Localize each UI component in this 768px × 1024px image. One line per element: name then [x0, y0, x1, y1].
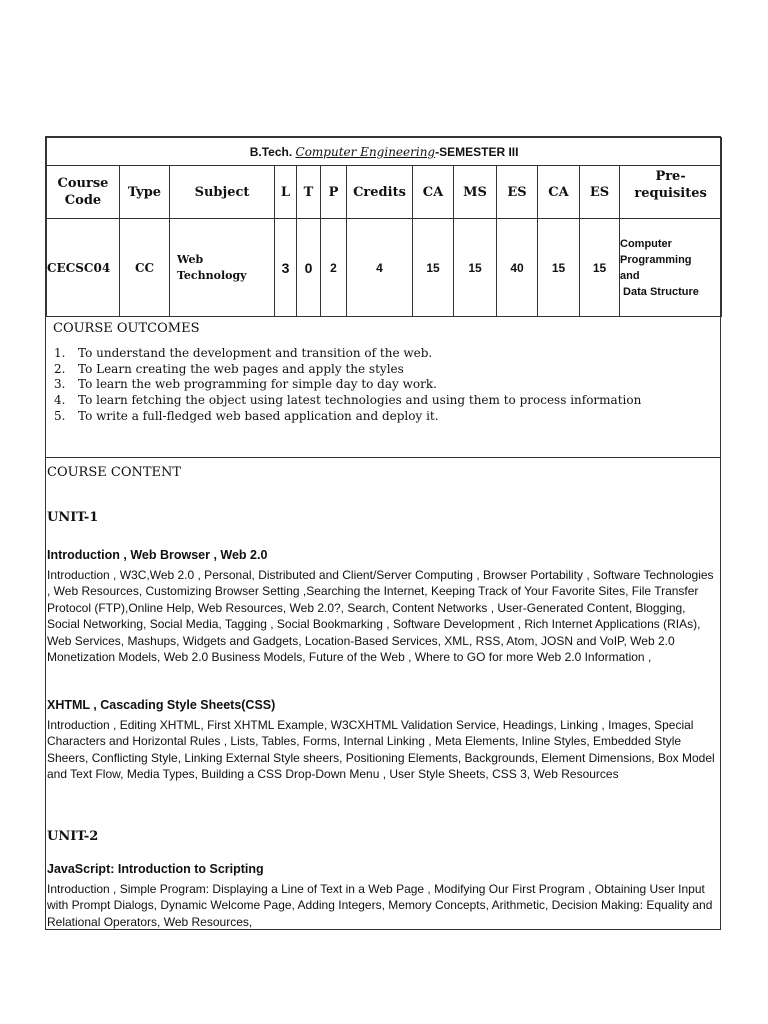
program-title: [47, 138, 722, 166]
table-title-row: [47, 138, 722, 166]
degree-label: B.Tech.: [249, 144, 293, 159]
topic-xhtml-body: Introduction , Editing XHTML, First XHTML Example, W3CXHTML Validation Service, Headings, Linking , Images, Special Characters and Horizontal Rules , Lists, Tables, Forms, Internal Linking , Meta Elements, Inline Styles, Embedded Style Sheers, Conflicting Style, Linking External Style sheers, Positioning Elements, Backgrounds, Element Dimensions, Box Model and Text Flow, Media Types, Building a CSS Drop-Down Menu , User Style Sheets, CSS 3, Web Resources: [47, 718, 715, 782]
col-es-2: ES: [580, 166, 620, 219]
topic-web-heading: Introduction , Web Browser , Web 2.0: [47, 548, 268, 562]
col-type: Type: [120, 166, 170, 219]
col-ca-2: CA: [538, 166, 580, 219]
cell-ca-2: 15: [538, 219, 580, 317]
col-subject: Subject: [170, 166, 275, 219]
col-course-code: Course Code: [47, 166, 120, 219]
unit-2-heading: UNIT-2: [47, 829, 99, 844]
cell-ms: 15: [454, 219, 497, 317]
topic-xhtml-heading: XHTML , Cascading Style Sheets(CSS): [47, 698, 276, 712]
cell-prerequisites: Computer Programming and Data Structure: [620, 219, 722, 317]
col-es-1: ES: [497, 166, 538, 219]
topic-web-body: Introduction , W3C,Web 2.0 , Personal, Distributed and Client/Server Computing , Browser Portability , Software Technologies , Web Resources, Customizing Browser Setting ,Searching the Internet, Keeping Track of Your Favorite Sites, File Transfer Protocol (FTP),Online Help, Web Resources, Web 2.0?, Search, Content Networks , User-Generated Content, Blogging, Social Networking, Social Media, Tagging , Social Bookmarking , Software Development , Rich Internet Applications (RIAs), Web Services, Mashups, Widgets and Gadgets, Location-Based Services, XML, RSS, Atom, JOSN and VoIP, Web 2.0 Monetization Models, Web 2.0 Business Models, Future of the Web , Where to GO for more Web 2.0 Information ,: [47, 568, 714, 665]
col-t: T: [297, 166, 321, 219]
cell-subject: Web Technology: [170, 219, 275, 317]
unit-1-heading: UNIT-1: [47, 510, 99, 525]
col-ca-1: CA: [413, 166, 454, 219]
syllabus-frame: [45, 136, 721, 930]
cell-l: 3: [275, 219, 297, 317]
col-prerequisites: Pre- requisites: [620, 166, 722, 219]
cell-es-2: 15: [580, 219, 620, 317]
topic-javascript-heading: JavaScript: Introduction to Scripting: [47, 862, 264, 876]
cell-ca-1: 15: [413, 219, 454, 317]
cell-es-1: 40: [497, 219, 538, 317]
list-item: 3. To learn the web programming for simple day to day work.: [54, 377, 437, 392]
list-item: 1. To understand the development and transition of the web.: [54, 346, 433, 360]
col-credits: Credits: [347, 166, 413, 219]
cell-t: 0: [297, 219, 321, 317]
list-item: 4. To learn fetching the object using latest technologies and using them to process information: [54, 393, 642, 408]
cell-type: CC: [120, 219, 170, 317]
table-header-row: [47, 166, 722, 219]
course-outcomes-title: COURSE OUTCOMES: [53, 321, 200, 336]
cell-course-code: CECSC04: [47, 219, 120, 317]
topic-javascript-body: Introduction , Simple Program: Displaying a Line of Text in a Web Page , Modifying Our First Program , Obtaining User Input with Prompt Dialogs, Dynamic Welcome Page, Adding Integers, Memory Concepts, Arithmetic, Decision Making: Equality and Relational Operators, Web Resources,: [47, 882, 713, 929]
col-ms: MS: [454, 166, 497, 219]
semester-label: -SEMESTER III: [435, 144, 519, 159]
course-outcomes-list: [54, 346, 694, 425]
cell-credits: 4: [347, 219, 413, 317]
table-row: [47, 219, 722, 317]
list-item: 2. To Learn creating the web pages and apply the styles: [54, 361, 404, 376]
list-item: 5. To write a full-fledged web based application and deploy it.: [54, 408, 439, 423]
col-l: L: [275, 166, 297, 219]
branch-label: Computer Engineering: [295, 144, 436, 159]
col-p: P: [321, 166, 347, 219]
course-table: [46, 137, 722, 317]
cell-p: 2: [321, 219, 347, 317]
course-content-title: COURSE CONTENT: [47, 465, 182, 480]
